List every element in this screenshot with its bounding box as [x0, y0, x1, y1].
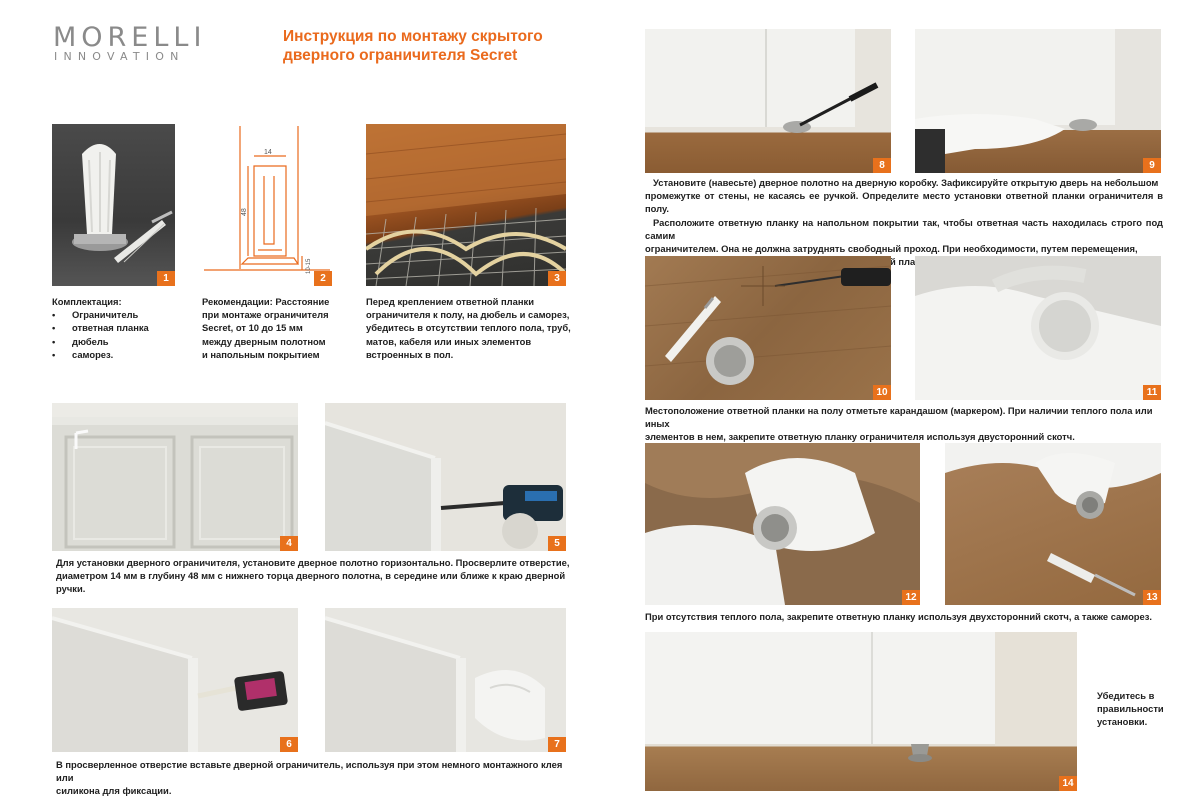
- insert-illustration: [325, 608, 566, 752]
- step-8-line: Расположите ответную планку на напольном покрытии так, чтобы ответная часть находилась строго под самим: [645, 216, 1163, 241]
- photo-glue: [52, 608, 298, 752]
- drawing-lines: [202, 124, 332, 286]
- photo-drilling: [325, 403, 566, 551]
- step-10-line: элементов в нем, закрепите ответную планку ограничителя используя двусторонний скотч.: [645, 431, 1075, 443]
- step-badge-9: 9: [1143, 158, 1161, 173]
- floor-illustration: [366, 124, 566, 286]
- photo-kit: [52, 124, 175, 286]
- kit-caption: [52, 295, 182, 361]
- photo-position-plate: [915, 29, 1161, 173]
- photo-final-check: [645, 632, 1077, 791]
- floor-note-caption: [366, 295, 571, 361]
- recommend-line: и напольным покрытием: [202, 348, 320, 360]
- step-badge-7: 7: [548, 737, 566, 752]
- step-badge-4: 4: [280, 536, 298, 551]
- brand-logo: MORELLI: [53, 22, 207, 53]
- dim-width-label: 14: [264, 149, 272, 156]
- brand-tagline: INNOVATION: [54, 50, 185, 63]
- step-badge-5: 5: [548, 536, 566, 551]
- step-14-instructions: [1097, 689, 1177, 729]
- title-line-2: дверного ограничителя Secret: [283, 47, 518, 64]
- step-14-line: установки.: [1097, 716, 1148, 728]
- kit-item: • Ограничитель: [52, 308, 182, 321]
- step-4-line: Для установки дверного ограничителя, установите дверное полотно горизонтально. Просверлите отверстие,: [56, 557, 570, 568]
- recommend-line: при монтаже ограничителя: [202, 309, 329, 321]
- dim-height-label: 48: [241, 208, 248, 216]
- kit-heading: Комплектация:: [52, 296, 122, 307]
- photo-door-horizontal: [52, 403, 298, 551]
- step-8-line: промежутке от стены, не касаясь ее ручкой. Определите место установки ответной планки ограничителя в полу.: [645, 190, 1163, 215]
- recommend-caption: [202, 295, 342, 361]
- photo-heated-floor: [366, 124, 566, 286]
- step-14-line: Убедитесь в: [1097, 690, 1155, 701]
- step-4-instructions: [56, 556, 571, 596]
- drilling-illustration: [325, 403, 566, 551]
- step-badge-1: 1: [157, 271, 175, 286]
- step-10-line: Местоположение ответной планки на полу отметьте карандашом (маркером). При наличии теплого пола или иных: [645, 405, 1153, 430]
- photo-hung-door: [645, 29, 891, 173]
- kit-item: • саморез.: [52, 348, 182, 361]
- step-14-line: правильности: [1097, 703, 1164, 715]
- recommend-line: между дверным полотном: [202, 335, 326, 347]
- page-title: [283, 27, 543, 65]
- step-8-line: ограничителем. Она не должна затруднять свободный проход. При необходимости, путем перемещения,: [645, 243, 1138, 255]
- final-check-illustration: [645, 632, 1077, 791]
- kit-item: • ответная планка: [52, 321, 182, 334]
- technical-drawing: [202, 124, 332, 286]
- step-8-line: Установите (навесьте) дверное полотно на дверную коробку. Зафиксируйте открытую дверь на небольшом: [653, 177, 1159, 188]
- mark-floor-illustration: [645, 256, 891, 400]
- kit-item: • дюбель: [52, 335, 182, 348]
- floor-note-line: Перед креплением ответной планки: [366, 296, 534, 307]
- step-6-instructions: [56, 758, 571, 798]
- step-badge-10: 10: [873, 385, 891, 400]
- dim-gap-label: 10-15: [306, 258, 312, 274]
- tape-illustration: [915, 256, 1161, 400]
- position-plate-illustration: [915, 29, 1161, 173]
- photo-mark-floor: [645, 256, 891, 400]
- step-6-line: В просверленное отверстие вставьте дверной ограничитель, используя при этом немного монтажного клея или: [56, 759, 563, 784]
- step-badge-12: 12: [902, 590, 920, 605]
- photo-tape: [915, 256, 1161, 400]
- step-badge-11: 11: [1143, 385, 1161, 400]
- title-line-1: Инструкция по монтажу скрытого: [283, 28, 543, 45]
- step-8-instructions: [645, 176, 1163, 268]
- step-badge-3: 3: [548, 271, 566, 286]
- photo-plate-in-hand: [645, 443, 920, 605]
- step-badge-13: 13: [1143, 590, 1161, 605]
- step-12-instructions: При отсутствия теплого пола, закрепите ответную планку используя двухсторонний скотч, а также саморез.: [645, 611, 1153, 622]
- kit-illustration: [52, 124, 175, 286]
- photo-insert-limiter: [325, 608, 566, 752]
- photo-screw-plate: [945, 443, 1161, 605]
- floor-note-line: матов, кабеля или иных элементов: [366, 335, 532, 347]
- kit-list: [52, 308, 182, 361]
- step-6-line: силикона для фиксации.: [56, 785, 172, 797]
- glue-illustration: [52, 608, 298, 752]
- plate-in-hand-illustration: [645, 443, 920, 605]
- floor-note-line: убедитесь в отсутствии теплого пола, труб,: [366, 322, 571, 334]
- step-badge-8: 8: [873, 158, 891, 173]
- recommend-line: Рекомендации: Расстояние: [202, 296, 330, 307]
- step-10-instructions: [645, 404, 1165, 444]
- step-badge-14: 14: [1059, 776, 1077, 791]
- hung-door-illustration: [645, 29, 891, 173]
- step-badge-2: 2: [314, 271, 332, 286]
- floor-note-line: ограничителя к полу, на дюбель и саморез,: [366, 309, 570, 321]
- door-panel-illustration: [52, 403, 298, 551]
- step-badge-6: 6: [280, 737, 298, 752]
- recommend-line: Secret, от 10 до 15 мм: [202, 322, 303, 334]
- screw-plate-illustration: [945, 443, 1161, 605]
- step-4-line: диаметром 14 мм в глубину 48 мм с нижнего торца дверного полотна, в середине или ближе к краю дверной ручки.: [56, 570, 566, 595]
- floor-note-line: встроенных в пол.: [366, 348, 454, 360]
